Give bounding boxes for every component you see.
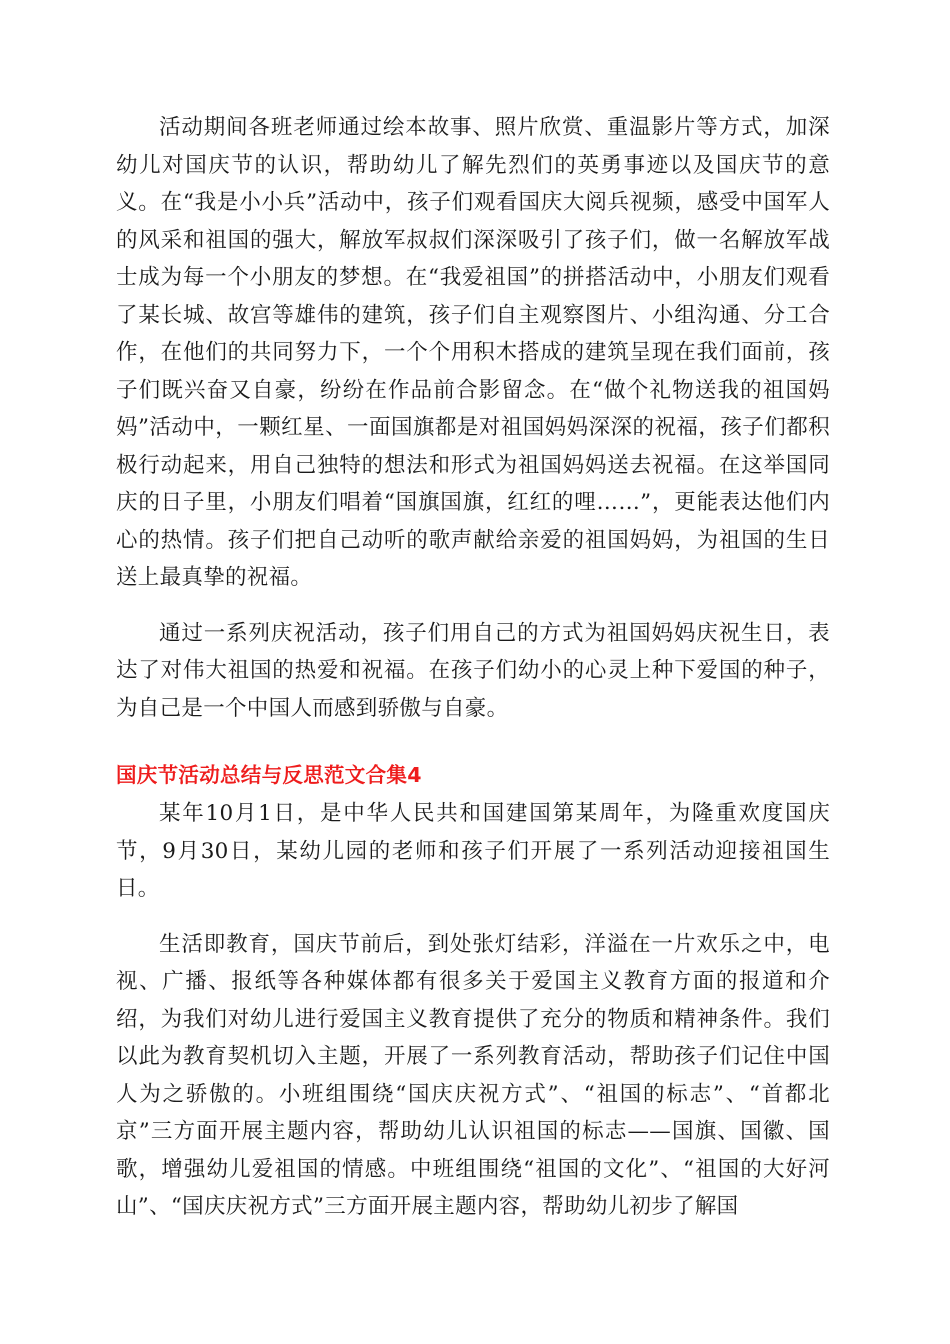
document-body [116,109,830,1226]
body-paragraph-1: 活动期间各班老师通过绘本故事、照片欣赏、重温影片等方式，加深幼儿对国庆节的认识，帮助幼儿了解先烈们的英勇事迹以及国庆节的意义。在“我是小小兵”活动中，孩子们观看国庆大阅兵视频，感受中国军人的风采和祖国的强大，解放军叔叔们深深吸引了孩子们，做一名解放军战士成为每一个小朋友的梦想。在“我爱祖国”的拼搭活动中，小朋友们观看了某长城、故宫等雄伟的建筑，孩子们自主观察图片、小组沟通、分工合作，在他们的共同努力下，一个个用积木搭成的建筑呈现在我们面前，孩子们既兴奋又自豪，纷纷在作品前合影留念。在“做个礼物送我的祖国妈妈”活动中，一颗红星、一面国旗都是对祖国妈妈深深的祝福，孩子们都积极行动起来，用自己独特的想法和形式为祖国妈妈送去祝福。在这举国同庆的日子里，小朋友们唱着“国旗国旗，红红的哩……”，更能表达他们内心的热情。孩子们把自己动听的歌声献给亲爱的祖国妈妈，为祖国的生日送上最真挚的祝福。 [116,115,830,590]
section-heading: 国庆节活动总结与反思范文合集4 [116,763,422,787]
body-paragraph-2: 通过一系列庆祝活动，孩子们用自己的方式为祖国妈妈庆祝生日，表达了对伟大祖国的热爱和祝福。在孩子们幼小的心灵上种下爱国的种子，为自己是一个中国人而感到骄傲与自豪。 [116,620,830,721]
body-paragraph-4: 生活即教育，国庆节前后，到处张灯结彩，洋溢在一片欢乐之中，电视、广播、报纸等各种媒体都有很多关于爱国主义教育方面的报道和介绍，为我们对幼儿进行爱国主义教育提供了充分的物质和精神条件。我们以此为教育契机切入主题，开展了一系列教育活动，帮助孩子们记住中国人为之骄傲的。小班组围绕“国庆庆祝方式”、“祖国的标志”、“首都北京”三方面开展主题内容，帮助幼儿认识祖国的标志——国旗、国徽、国歌，增强幼儿爱祖国的情感。中班组围绕“祖国的文化”、“祖国的大好河山”、“国庆庆祝方式”三方面开展主题内容，帮助幼儿初步了解国 [116,931,830,1219]
body-paragraph-3: 某年10月1日，是中华人民共和国建国第某周年，为隆重欢度国庆节，9月30日，某幼儿园的老师和孩子们开展了一系列活动迎接祖国生日。 [116,801,830,901]
